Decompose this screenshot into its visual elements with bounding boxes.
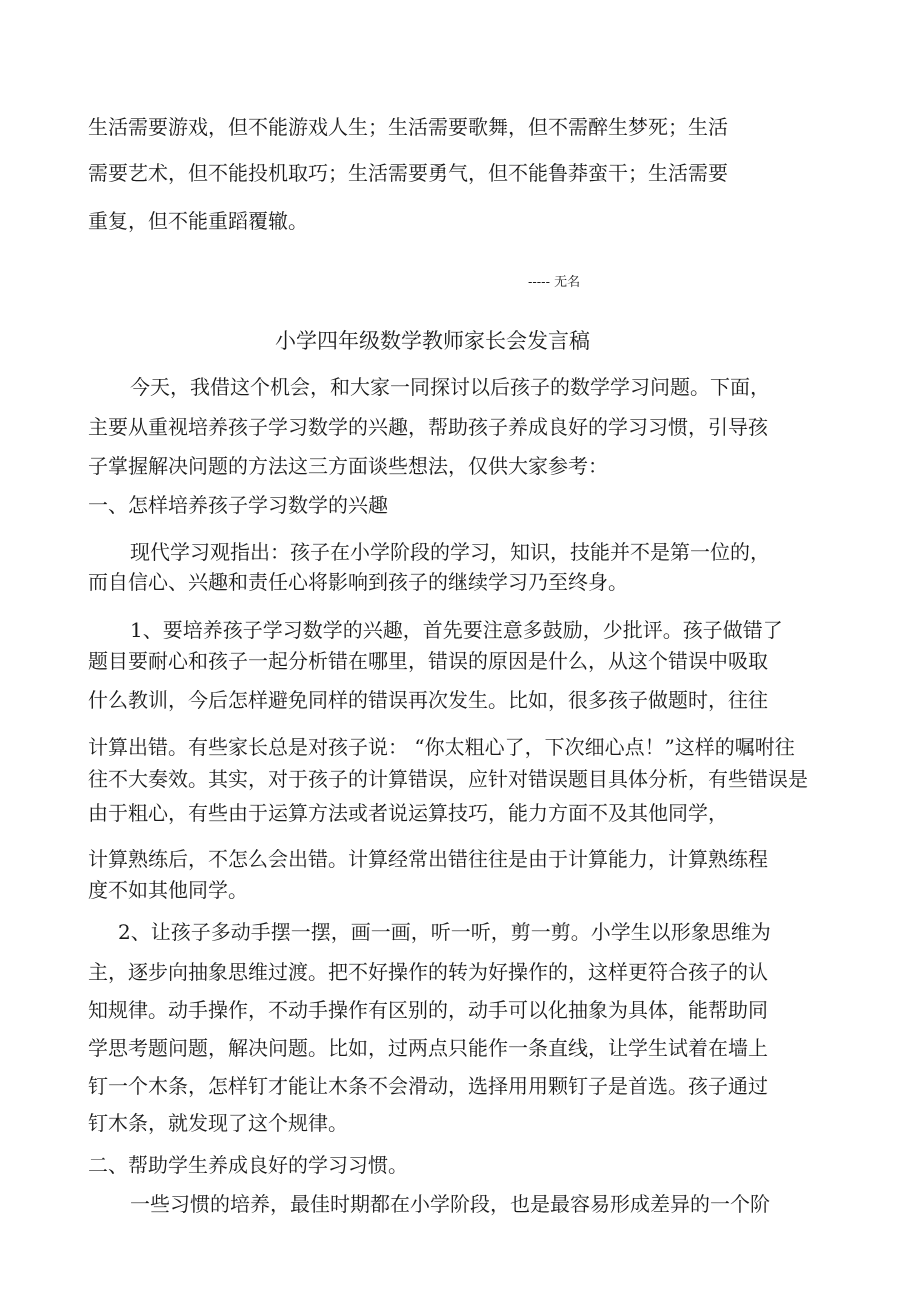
article-title: 小学四年级数学教师家长会发言稿 — [275, 329, 590, 353]
paragraph-line: 主要从重视培养孩子学习数学的兴趣，帮助孩子养成良好的学习习惯，引导孩 — [88, 415, 768, 439]
paragraph-line: 一些习惯的培养，最佳时期都在小学阶段，也是最容易形成差异的一个阶 — [130, 1192, 770, 1216]
quote-line: 生活需要游戏，但不能游戏人生；生活需要歌舞，但不需醉生梦死；生活 — [88, 115, 728, 139]
paragraph-line: 计算出错。有些家长总是对孩子说： “你太粗心了，下次细心点！”这样的嘱咐往 — [88, 735, 795, 759]
paragraph-line: 由于粗心，有些由于运算方法或者说运算技巧，能力方面不及其他同学， — [88, 801, 728, 825]
section-heading: 一、怎样培养孩子学习数学的兴趣 — [88, 493, 388, 517]
paragraph-line: 题目要耐心和孩子一起分析错在哪里，错误的原因是什么，从这个错误中吸取 — [88, 649, 768, 673]
paragraph-line: 钉木条，就发现了这个规律。 — [88, 1111, 348, 1135]
paragraph-line: 2、让孩子多动手摆一摆，画一画，听一听，剪一剪。小学生以形象思维为 — [118, 920, 771, 944]
paragraph-line: 子掌握解决问题的方法这三方面谈些想法，仅供大家参考： — [88, 454, 608, 478]
section-heading: 二、帮助学生养成良好的学习习惯。 — [88, 1153, 408, 1177]
paragraph-line: 现代学习观指出：孩子在小学阶段的学习，知识，技能并不是第一位的， — [130, 540, 770, 564]
quote-line: 需要艺术，但不能投机取巧；生活需要勇气，但不能鲁莽蛮干；生活需要 — [88, 161, 728, 185]
paragraph-line: 今天，我借这个机会，和大家一同探讨以后孩子的数学学习问题。下面， — [130, 375, 770, 399]
quote-attribution: ----- 无名 — [528, 275, 581, 290]
paragraph-line: 度不如其他同学。 — [88, 878, 248, 902]
paragraph-line: 往不大奏效。其实，对于孩子的计算错误，应针对错误题目具体分析，有些错误是 — [88, 767, 808, 791]
paragraph-line: 什么教训，今后怎样避免同样的错误再次发生。比如，很多孩子做题时，往往 — [88, 688, 768, 712]
quote-line: 重复，但不能重蹈覆辙。 — [88, 209, 308, 233]
paragraph-line: 钉一个木条，怎样钉才能让木条不会滑动，选择用用颗钉子是首选。孩子通过 — [88, 1074, 768, 1098]
paragraph-line: 知规律。动手操作，不动手操作有区别的，动手可以化抽象为具体，能帮助同 — [88, 998, 768, 1022]
paragraph-line: 学思考题问题，解决问题。比如，过两点只能作一条直线，让学生试着在墙上 — [88, 1036, 768, 1060]
paragraph-line: 而自信心、兴趣和责任心将影响到孩子的继续学习乃至终身。 — [88, 570, 628, 594]
paragraph-line: 计算熟练后，不怎么会出错。计算经常出错往往是由于计算能力，计算熟练程 — [88, 847, 768, 871]
paragraph-line: 1、要培养孩子学习数学的兴趣，首先要注意多鼓励，少批评。孩子做错了 — [130, 618, 783, 642]
paragraph-line: 主，逐步向抽象思维过渡。把不好操作的转为好操作的，这样更符合孩子的认 — [88, 960, 768, 984]
